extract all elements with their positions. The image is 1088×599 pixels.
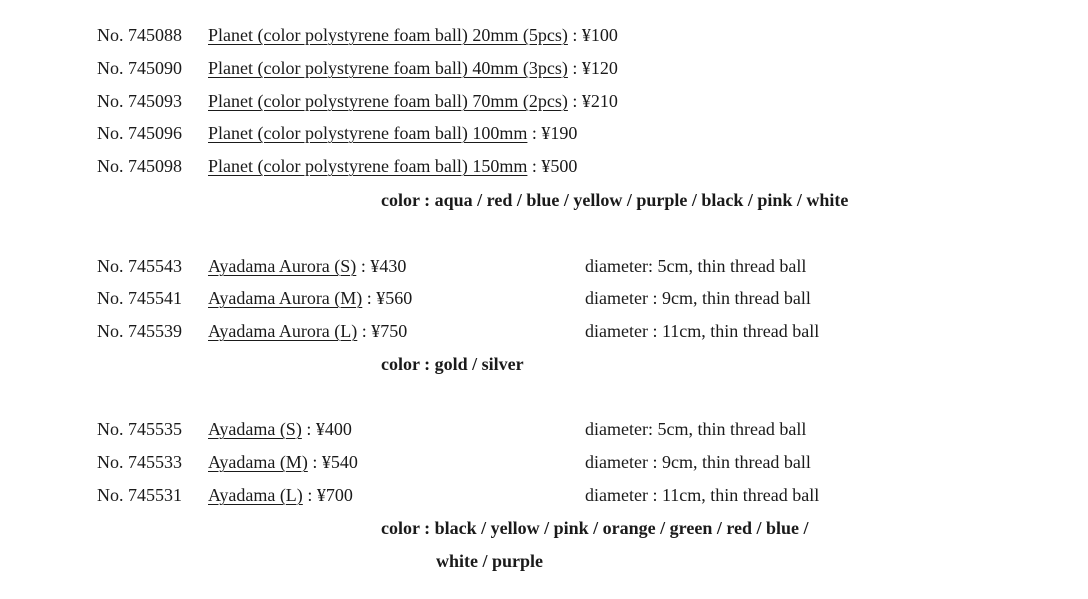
- item-number: No. 745543: [97, 256, 182, 276]
- item-description: diameter : 9cm, thin thread ball: [585, 288, 811, 308]
- product-link[interactable]: Ayadama (M): [208, 452, 308, 472]
- item-number: No. 745096: [97, 123, 182, 143]
- product-link[interactable]: Planet (color polystyrene foam ball) 150mm: [208, 156, 528, 176]
- item-price: : ¥400: [301, 419, 352, 439]
- item-price: : ¥210: [567, 91, 618, 111]
- item-number: No. 745088: [97, 25, 182, 45]
- product-link[interactable]: Planet (color polystyrene foam ball) 70mm (2pcs): [208, 91, 568, 111]
- item-price: : ¥700: [302, 485, 353, 505]
- product-link[interactable]: Ayadama Aurora (L): [208, 321, 358, 341]
- item-number: No. 745531: [97, 485, 182, 505]
- item-price: : ¥430: [356, 256, 407, 276]
- item-price: : ¥190: [527, 123, 578, 143]
- item-description: diameter : 11cm, thin thread ball: [585, 485, 820, 505]
- item-price: : ¥560: [362, 288, 413, 308]
- product-link[interactable]: Planet (color polystyrene foam ball) 100mm: [208, 123, 528, 143]
- item-description: diameter : 9cm, thin thread ball: [585, 452, 811, 472]
- product-link[interactable]: Planet (color polystyrene foam ball) 20mm (5pcs): [208, 25, 568, 45]
- item-number: No. 745090: [97, 58, 182, 78]
- item-number: No. 745535: [97, 419, 182, 439]
- item-number: No. 745539: [97, 321, 182, 341]
- product-link[interactable]: Ayadama (S): [208, 419, 302, 439]
- item-number: No. 745541: [97, 288, 182, 308]
- item-description: diameter: 5cm, thin thread ball: [585, 419, 807, 439]
- product-link[interactable]: Ayadama Aurora (M): [208, 288, 363, 308]
- item-number: No. 745093: [97, 91, 182, 111]
- item-price: : ¥750: [357, 321, 408, 341]
- item-number: No. 745098: [97, 156, 182, 176]
- item-price: : ¥100: [567, 25, 618, 45]
- color-options: color : gold / silver: [381, 354, 524, 374]
- item-description: diameter : 11cm, thin thread ball: [585, 321, 820, 341]
- product-link[interactable]: Planet (color polystyrene foam ball) 40mm (3pcs): [208, 58, 568, 78]
- item-price: : ¥120: [567, 58, 618, 78]
- color-options: color : aqua / red / blue / yellow / purple / black / pink / white: [381, 190, 849, 210]
- product-link[interactable]: Ayadama Aurora (S): [208, 256, 357, 276]
- item-number: No. 745533: [97, 452, 182, 472]
- color-options: color : black / yellow / pink / orange / green / red / blue /: [381, 518, 809, 538]
- color-options-continued: white / purple: [436, 551, 544, 571]
- item-price: : ¥500: [527, 156, 578, 176]
- item-description: diameter: 5cm, thin thread ball: [585, 256, 807, 276]
- item-price: : ¥540: [307, 452, 358, 472]
- product-link[interactable]: Ayadama (L): [208, 485, 303, 505]
